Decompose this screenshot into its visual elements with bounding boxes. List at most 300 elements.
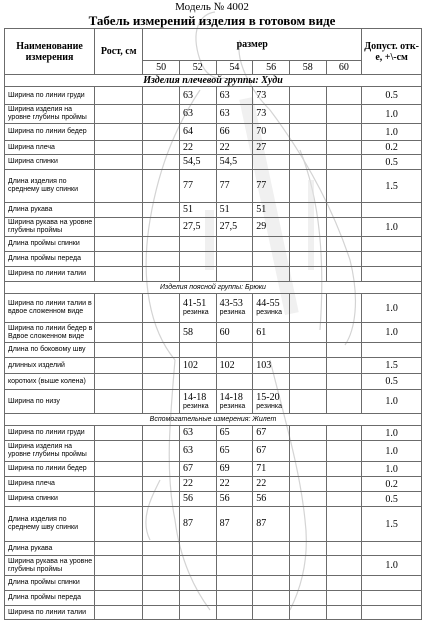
size-value: 41-51 <box>182 298 207 309</box>
tolerance-value: 0.5 <box>362 374 422 390</box>
size-60-cell <box>326 155 362 170</box>
size-50-cell <box>143 218 180 237</box>
size-52-value <box>179 576 216 591</box>
size-value-note: резинка <box>256 309 282 316</box>
table-row <box>5 556 422 576</box>
height-cell <box>95 606 143 620</box>
size-52-value <box>179 426 216 441</box>
tolerance-value: 1.0 <box>362 323 422 343</box>
size-54-value <box>216 294 253 323</box>
size-52-value <box>179 252 216 267</box>
tolerance-value <box>362 591 422 606</box>
section-header <box>5 75 422 87</box>
size-50-cell <box>143 105 180 124</box>
size-58-cell <box>289 576 326 591</box>
tolerance-value <box>362 343 422 358</box>
size-value: 54,5 <box>182 156 201 167</box>
sheet-title: Табель измерений изделия в готовом виде <box>88 13 336 28</box>
measurement-name: Ширина плеча <box>5 477 95 492</box>
table-row <box>5 237 422 252</box>
size-52-value <box>179 323 216 343</box>
height-cell <box>95 507 143 542</box>
height-cell <box>95 141 143 155</box>
size-60-cell <box>326 267 362 282</box>
size-52-value <box>179 267 216 282</box>
size-58-cell <box>289 155 326 170</box>
size-58-cell <box>289 237 326 252</box>
size-value: 69 <box>219 463 230 474</box>
size-60-cell <box>326 170 362 203</box>
size-50-cell <box>143 155 180 170</box>
size-value: 77 <box>219 180 230 191</box>
tolerance-value: 1.0 <box>362 462 422 477</box>
size-58-cell <box>289 252 326 267</box>
size-value: 73 <box>256 108 267 119</box>
measurement-name: Ширина по линии груди <box>5 87 95 105</box>
height-cell <box>95 87 143 105</box>
size-value-note: резинка <box>182 309 209 316</box>
section-title: Вспомогательные измерения: Жилет <box>5 414 422 426</box>
size-value: 64 <box>182 126 193 137</box>
table-row <box>5 141 422 155</box>
size-50-cell <box>143 252 180 267</box>
size-58-cell <box>289 606 326 620</box>
size-56-value <box>253 170 290 203</box>
size-value: 51 <box>182 204 193 215</box>
measurement-name: Длина рукава <box>5 203 95 218</box>
size-52-value <box>179 556 216 576</box>
size-52-value <box>179 390 216 414</box>
height-cell <box>95 252 143 267</box>
height-cell <box>95 390 143 414</box>
size-52-value <box>179 477 216 492</box>
height-cell <box>95 492 143 507</box>
measurement-name: Ширина спинки <box>5 155 95 170</box>
size-58-cell <box>289 390 326 414</box>
size-56-value <box>253 556 290 576</box>
size-50-cell <box>143 343 180 358</box>
height-cell <box>95 426 143 441</box>
size-value: 15-20 <box>256 391 280 403</box>
size-value: 51 <box>219 204 230 215</box>
height-cell <box>95 124 143 141</box>
size-50-cell <box>143 203 180 218</box>
size-58: 58 <box>289 61 326 75</box>
size-58-cell <box>289 267 326 282</box>
measurement-name: Ширина изделия на уровне глубины проймы <box>5 105 95 124</box>
tolerance-value <box>362 576 422 591</box>
size-58-cell <box>289 87 326 105</box>
tolerance-value: 1.5 <box>362 358 422 374</box>
size-58-cell <box>289 141 326 155</box>
size-52-value <box>179 374 216 390</box>
tolerance-value <box>362 542 422 556</box>
size-50-cell <box>143 556 180 576</box>
measurement-name: Длина рукава <box>5 542 95 556</box>
size-value: 61 <box>256 326 267 338</box>
size-54-value <box>216 323 253 343</box>
size-58-cell <box>289 426 326 441</box>
column-header-size: размер <box>143 29 362 61</box>
size-58-cell <box>289 374 326 390</box>
size-54: 54 <box>216 61 253 75</box>
size-value: 66 <box>219 126 230 137</box>
height-cell <box>95 556 143 576</box>
size-54-value <box>216 576 253 591</box>
size-52-value <box>179 87 216 105</box>
size-50-cell <box>143 462 180 477</box>
measurement-name: Ширина по линии бедер в Вдвое сложенном виде <box>5 323 95 343</box>
size-56-value <box>253 591 290 606</box>
table-row <box>5 105 422 124</box>
size-54-value <box>216 170 253 203</box>
size-value: 67 <box>256 445 267 456</box>
measurement-name: Длина проймы спинки <box>5 576 95 591</box>
size-56-value <box>253 105 290 124</box>
size-58-cell <box>289 591 326 606</box>
size-60-cell <box>326 507 362 542</box>
size-54-value <box>216 390 253 414</box>
tolerance-value: 1.0 <box>362 390 422 414</box>
section-title: Изделия поясной группы: Брюки <box>5 282 422 294</box>
size-60-cell <box>326 542 362 556</box>
size-54-value <box>216 374 253 390</box>
size-60-cell <box>326 556 362 576</box>
size-value: 51 <box>256 204 267 215</box>
size-value: 43-53 <box>219 298 243 309</box>
size-56-value <box>253 426 290 441</box>
size-56-value <box>253 542 290 556</box>
size-56-value <box>253 390 290 414</box>
size-50-cell <box>143 323 180 343</box>
size-50-cell <box>143 542 180 556</box>
size-value-note: резинка <box>219 402 246 410</box>
table-row <box>5 374 422 390</box>
height-cell <box>95 155 143 170</box>
measurement-name: Ширина по линии бедер <box>5 124 95 141</box>
measurement-name: Ширина изделия на уровне глубины проймы <box>5 441 95 462</box>
size-value: 22 <box>182 478 193 489</box>
size-54-value <box>216 203 253 218</box>
size-52-value <box>179 358 216 374</box>
size-58-cell <box>289 492 326 507</box>
height-cell <box>95 358 143 374</box>
table-row <box>5 542 422 556</box>
tolerance-value <box>362 606 422 620</box>
section-header <box>5 414 422 426</box>
size-54-value <box>216 105 253 124</box>
measurement-name: Ширина спинки <box>5 492 95 507</box>
size-52-value <box>179 507 216 542</box>
size-56-value <box>253 87 290 105</box>
size-value: 63 <box>219 108 230 119</box>
table-row <box>5 591 422 606</box>
size-58-cell <box>289 124 326 141</box>
size-56-value <box>253 507 290 542</box>
size-value: 102 <box>219 359 235 371</box>
table-row <box>5 323 422 343</box>
size-58-cell <box>289 343 326 358</box>
size-value: 87 <box>256 518 267 529</box>
size-52-value <box>179 124 216 141</box>
size-58-cell <box>289 105 326 124</box>
tolerance-value: 1.0 <box>362 218 422 237</box>
size-value: 77 <box>182 180 193 191</box>
table-row <box>5 294 422 323</box>
measurement-name: Ширина плеча <box>5 141 95 155</box>
size-50: 50 <box>143 61 180 75</box>
table-row <box>5 477 422 492</box>
tolerance-value: 1.0 <box>362 426 422 441</box>
size-value: 67 <box>256 427 267 438</box>
size-value: 27,5 <box>182 221 201 232</box>
size-52-value <box>179 492 216 507</box>
height-cell <box>95 591 143 606</box>
height-cell <box>95 203 143 218</box>
size-50-cell <box>143 507 180 542</box>
size-50-cell <box>143 606 180 620</box>
size-value: 63 <box>182 445 193 456</box>
size-58-cell <box>289 170 326 203</box>
size-58-cell <box>289 358 326 374</box>
measurement-name: Длина проймы переда <box>5 252 95 267</box>
size-56-value <box>253 252 290 267</box>
size-value: 63 <box>219 89 230 101</box>
measurement-name: Длина по боковому шву <box>5 343 95 358</box>
column-header-tolerance: Допуст. отк-е, +\-см <box>362 29 422 75</box>
size-50-cell <box>143 124 180 141</box>
section-title: Изделия плечевой группы: Худи <box>5 75 422 87</box>
height-cell <box>95 105 143 124</box>
size-56-value <box>253 576 290 591</box>
size-value: 63 <box>182 108 193 119</box>
tolerance-value <box>362 203 422 218</box>
size-60-cell <box>326 323 362 343</box>
measurement-name: Ширина по линии груди <box>5 426 95 441</box>
size-50-cell <box>143 141 180 155</box>
size-54-value <box>216 462 253 477</box>
size-58-cell <box>289 218 326 237</box>
size-60-cell <box>326 390 362 414</box>
size-60-cell <box>326 374 362 390</box>
size-50-cell <box>143 374 180 390</box>
size-50-cell <box>143 390 180 414</box>
height-cell <box>95 462 143 477</box>
size-value-note: резинка <box>219 309 246 316</box>
tolerance-value: 1.0 <box>362 294 422 323</box>
size-54-value <box>216 252 253 267</box>
measurement-name: коротких (выше колена) <box>5 374 95 390</box>
size-60-cell <box>326 294 362 323</box>
size-value: 14-18 <box>182 391 207 403</box>
size-60-cell <box>326 218 362 237</box>
size-58-cell <box>289 462 326 477</box>
height-cell <box>95 477 143 492</box>
size-60-cell <box>326 105 362 124</box>
size-50-cell <box>143 267 180 282</box>
size-60-cell <box>326 343 362 358</box>
size-54-value <box>216 358 253 374</box>
tolerance-value: 0.2 <box>362 141 422 155</box>
size-value: 22 <box>219 478 230 489</box>
size-value: 87 <box>182 518 193 529</box>
table-row <box>5 170 422 203</box>
size-56-value <box>253 492 290 507</box>
height-cell <box>95 374 143 390</box>
tolerance-value: 1.5 <box>362 507 422 542</box>
height-cell <box>95 323 143 343</box>
size-56-value <box>253 218 290 237</box>
table-row <box>5 124 422 141</box>
tolerance-value: 0.5 <box>362 492 422 507</box>
size-58-cell <box>289 323 326 343</box>
tolerance-value <box>362 252 422 267</box>
tolerance-value: 1.0 <box>362 105 422 124</box>
table-row <box>5 492 422 507</box>
size-60-cell <box>326 606 362 620</box>
size-value: 65 <box>219 427 230 438</box>
size-52-value <box>179 606 216 620</box>
size-value: 63 <box>182 427 193 438</box>
size-52-value <box>179 237 216 252</box>
size-value-note: резинка <box>256 402 282 410</box>
tolerance-value: 0.2 <box>362 477 422 492</box>
size-50-cell <box>143 170 180 203</box>
size-58-cell <box>289 477 326 492</box>
size-56-value <box>253 441 290 462</box>
size-60-cell <box>326 203 362 218</box>
height-cell <box>95 170 143 203</box>
size-56-value <box>253 374 290 390</box>
table-row <box>5 358 422 374</box>
measurement-name: Ширина по линии талии <box>5 267 95 282</box>
size-52-value <box>179 203 216 218</box>
height-cell <box>95 343 143 358</box>
height-cell <box>95 237 143 252</box>
table-row <box>5 507 422 542</box>
tolerance-value: 0.5 <box>362 155 422 170</box>
measurement-name: Длина проймы переда <box>5 591 95 606</box>
size-50-cell <box>143 358 180 374</box>
size-56-value <box>253 477 290 492</box>
size-60-cell <box>326 441 362 462</box>
tolerance-value: 1.0 <box>362 124 422 141</box>
table-row <box>5 606 422 620</box>
size-60-cell <box>326 591 362 606</box>
size-58-cell <box>289 542 326 556</box>
size-56-value <box>253 323 290 343</box>
column-header-name: Наименование измерения <box>5 29 95 75</box>
table-row <box>5 267 422 282</box>
size-60-cell <box>326 237 362 252</box>
measurement-name: Ширина по низу <box>5 390 95 414</box>
size-52-value <box>179 155 216 170</box>
size-50-cell <box>143 576 180 591</box>
size-54-value <box>216 155 253 170</box>
size-56-value <box>253 358 290 374</box>
size-value: 87 <box>219 518 230 529</box>
size-value: 14-18 <box>219 391 243 403</box>
size-58-cell <box>289 507 326 542</box>
table-row <box>5 576 422 591</box>
size-56-value <box>253 237 290 252</box>
size-50-cell <box>143 492 180 507</box>
size-60-cell <box>326 462 362 477</box>
measurements-table <box>4 28 422 620</box>
size-value: 77 <box>256 180 267 191</box>
measurement-name: Длина изделия по среднему шву спинки <box>5 170 95 203</box>
size-value: 22 <box>219 141 230 153</box>
size-58-cell <box>289 441 326 462</box>
size-56-value <box>253 462 290 477</box>
tolerance-value <box>362 267 422 282</box>
size-54-value <box>216 426 253 441</box>
size-50-cell <box>143 87 180 105</box>
size-52-value <box>179 343 216 358</box>
size-52-value <box>179 462 216 477</box>
size-58-cell <box>289 294 326 323</box>
size-56-value <box>253 343 290 358</box>
table-row <box>5 203 422 218</box>
size-value: 27 <box>256 141 267 153</box>
size-52-value <box>179 170 216 203</box>
size-value: 63 <box>182 89 193 101</box>
size-52-value <box>179 294 216 323</box>
size-54-value <box>216 492 253 507</box>
size-52-value <box>179 441 216 462</box>
size-50-cell <box>143 426 180 441</box>
size-52-value <box>179 591 216 606</box>
table-row <box>5 343 422 358</box>
size-56-value <box>253 606 290 620</box>
size-56-value <box>253 124 290 141</box>
size-value: 102 <box>182 359 198 371</box>
size-54-value <box>216 124 253 141</box>
size-value: 71 <box>256 463 267 474</box>
size-56: 56 <box>253 61 290 75</box>
size-56-value <box>253 267 290 282</box>
tolerance-value: 1.0 <box>362 441 422 462</box>
size-60-cell <box>326 477 362 492</box>
size-54-value <box>216 441 253 462</box>
size-value: 27,5 <box>219 221 238 232</box>
height-cell <box>95 542 143 556</box>
size-value: 56 <box>182 493 193 504</box>
section-header <box>5 282 422 294</box>
size-54-value <box>216 606 253 620</box>
table-row <box>5 218 422 237</box>
size-value: 56 <box>256 493 267 504</box>
size-52-value <box>179 542 216 556</box>
size-60-cell <box>326 492 362 507</box>
size-54-value <box>216 237 253 252</box>
measurement-name: Длина проймы спинки <box>5 237 95 252</box>
measurement-name: Ширина рукава на уровне глубины проймы <box>5 218 95 237</box>
size-52-value <box>179 105 216 124</box>
size-52-value <box>179 218 216 237</box>
size-56-value <box>253 203 290 218</box>
size-54-value <box>216 267 253 282</box>
size-56-value <box>253 141 290 155</box>
size-54-value <box>216 141 253 155</box>
tolerance-value: 1.5 <box>362 170 422 203</box>
measurement-name: длинных изделий <box>5 358 95 374</box>
size-58-cell <box>289 556 326 576</box>
size-value: 54,5 <box>219 156 238 167</box>
size-54-value <box>216 218 253 237</box>
size-value: 73 <box>256 89 267 101</box>
size-50-cell <box>143 294 180 323</box>
